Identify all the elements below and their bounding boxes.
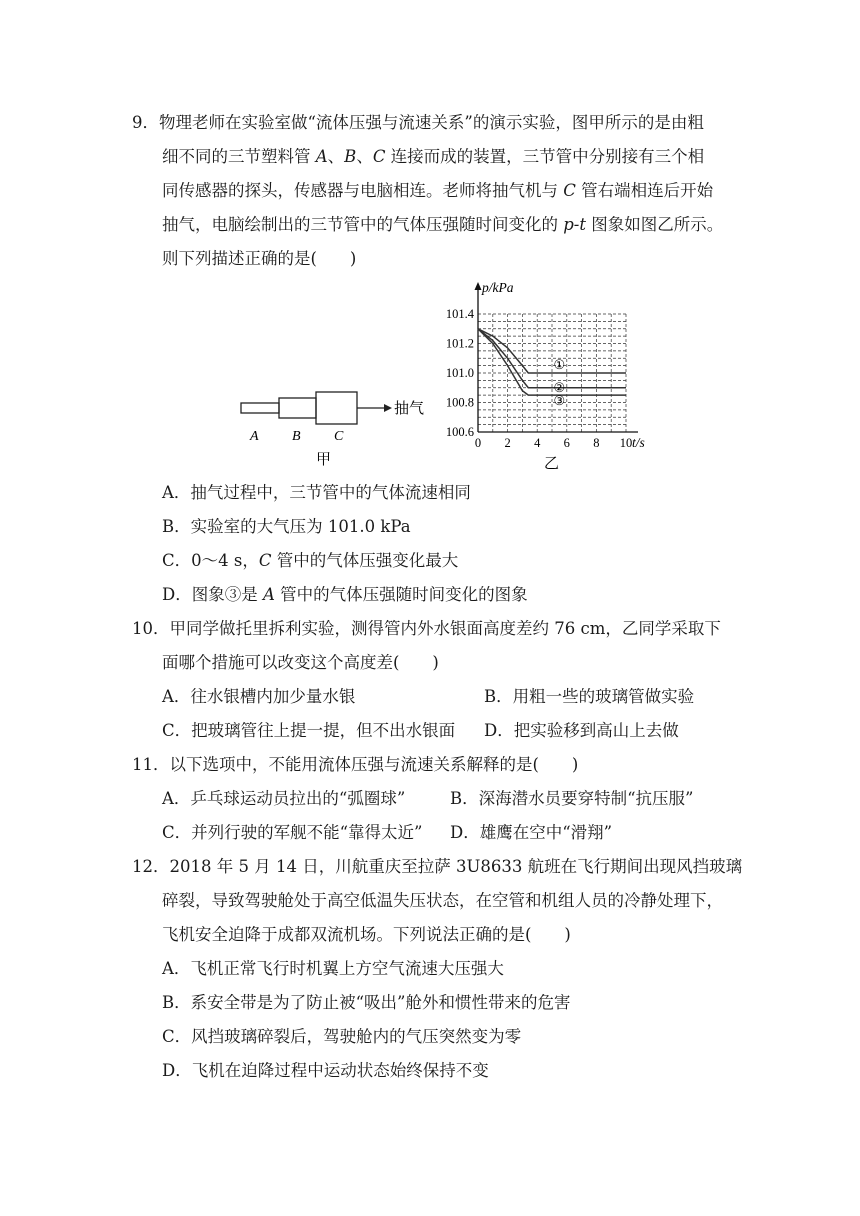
- q12-line-3: 飞机安全迫降于成都双流机场。下列说法正确的是( ): [162, 925, 571, 944]
- q9-option-b: B．实验室的大气压为 101.0 kPa: [162, 517, 411, 536]
- q11-option-c: C．并列行驶的军舰不能“靠得太近”: [162, 823, 423, 842]
- pump-label: 抽气: [394, 401, 425, 417]
- q12-line-1: 12．2018 年 5 月 14 日，川航重庆至拉萨 3U8633 航班在飞行期间出现风挡玻璃: [132, 857, 743, 876]
- q9-line-3: 同传感器的探头，传感器与电脑相连。老师将抽气机与 C 管右端相连后开始: [162, 181, 714, 200]
- q9-option-d: D．图象③是 A 管中的气体压强随时间变化的图象: [162, 585, 528, 604]
- q9-line-1: 9．物理老师在实验室做“流体压强与流速关系”的演示实验，图甲所示的是由粗: [132, 113, 704, 132]
- curve-label-1: ①: [553, 357, 566, 372]
- q11-option-b: B．深海潜水员要穿特制“抗压服”: [450, 789, 694, 808]
- q10-option-a: A．往水银槽内加少量水银: [162, 687, 356, 706]
- q9-line-5: 则下列描述正确的是( ): [162, 249, 357, 268]
- y-tick-label: 100.6: [445, 425, 474, 439]
- q12-option-d: D．飞机在迫降过程中运动状态始终保持不变: [162, 1061, 489, 1080]
- y-tick-label: 101.4: [445, 307, 474, 321]
- y-axis-arrow: [475, 282, 482, 290]
- q10-option-c: C．把玻璃管往上提一提，但不出水银面: [162, 721, 456, 740]
- figure-jia: [236, 380, 436, 470]
- q9-line-2: 细不同的三节塑料管 A、B、C 连接而成的装置，三节管中分别接有三个相: [162, 147, 705, 166]
- caption-jia: 甲: [316, 452, 332, 468]
- q12-line-2: 碎裂，导致驾驶舱处于高空低温失压状态，在空管和机组人员的冷静处理下，: [162, 891, 723, 910]
- y-tick-label: 100.8: [445, 395, 474, 410]
- q10-option-d: D．把实验移到高山上去做: [484, 721, 679, 740]
- x-tick-label: 6: [563, 436, 570, 450]
- label-b: B: [292, 429, 301, 444]
- label-a: A: [250, 429, 259, 444]
- q9-line-4: 抽气，电脑绘制出的三节管中的气体压强随时间变化的 p-t 图象如图乙所示。: [162, 215, 724, 234]
- q11-line-1: 11．以下选项中，不能用流体压强与流速关系解释的是( ): [132, 755, 579, 774]
- curve-label-3: ③: [553, 393, 566, 409]
- x-tick-label: 2: [504, 436, 511, 450]
- y-tick-label: 101.0: [445, 366, 474, 380]
- caption-yi: 乙: [544, 456, 560, 472]
- tube-b: [279, 398, 316, 418]
- q12-option-c: C．风挡玻璃碎裂后，驾驶舱内的气压突然变为零: [162, 1027, 522, 1046]
- tube-a: [241, 403, 279, 413]
- label-c: C: [334, 429, 344, 444]
- pump-arrow-head: [384, 404, 392, 412]
- x-tick-label: 10: [619, 436, 633, 450]
- q11-option-d: D．雄鹰在空中“滑翔”: [450, 823, 613, 842]
- q10-line-1: 10．甲同学做托里拆利实验，测得管内外水银面高度差约 76 cm，乙同学采取下: [132, 619, 721, 638]
- q10-line-2: 面哪个措施可以改变这个高度差( ): [162, 653, 439, 672]
- x-tick-label: 8: [593, 436, 600, 450]
- y-tick-label: 101.2: [445, 336, 474, 351]
- q12-option-b: B．系安全带是为了防止被“吸出”舱外和惯性带来的危害: [162, 993, 571, 1012]
- figure-yi-chart: [432, 276, 662, 474]
- q9-option-a: A．抽气过程中，三节管中的气体流速相同: [162, 483, 471, 502]
- x-tick-label: 0: [474, 436, 482, 450]
- y-axis-label: p/kPa: [482, 280, 514, 295]
- q9-option-c: C．0～4 s，C 管中的气体压强变化最大: [162, 551, 459, 570]
- tube-c: [316, 392, 357, 424]
- q11-option-a: A．乒乓球运动员拉出的“弧圈球”: [162, 789, 406, 808]
- q12-option-a: A．飞机正常飞行时机翼上方空气流速大压强大: [162, 959, 504, 978]
- curve-label-2: ②: [553, 379, 566, 395]
- q10-option-b: B．用粗一些的玻璃管做实验: [484, 687, 695, 706]
- x-tick-label: 4: [534, 436, 541, 450]
- x-axis-label: t/s: [632, 435, 645, 450]
